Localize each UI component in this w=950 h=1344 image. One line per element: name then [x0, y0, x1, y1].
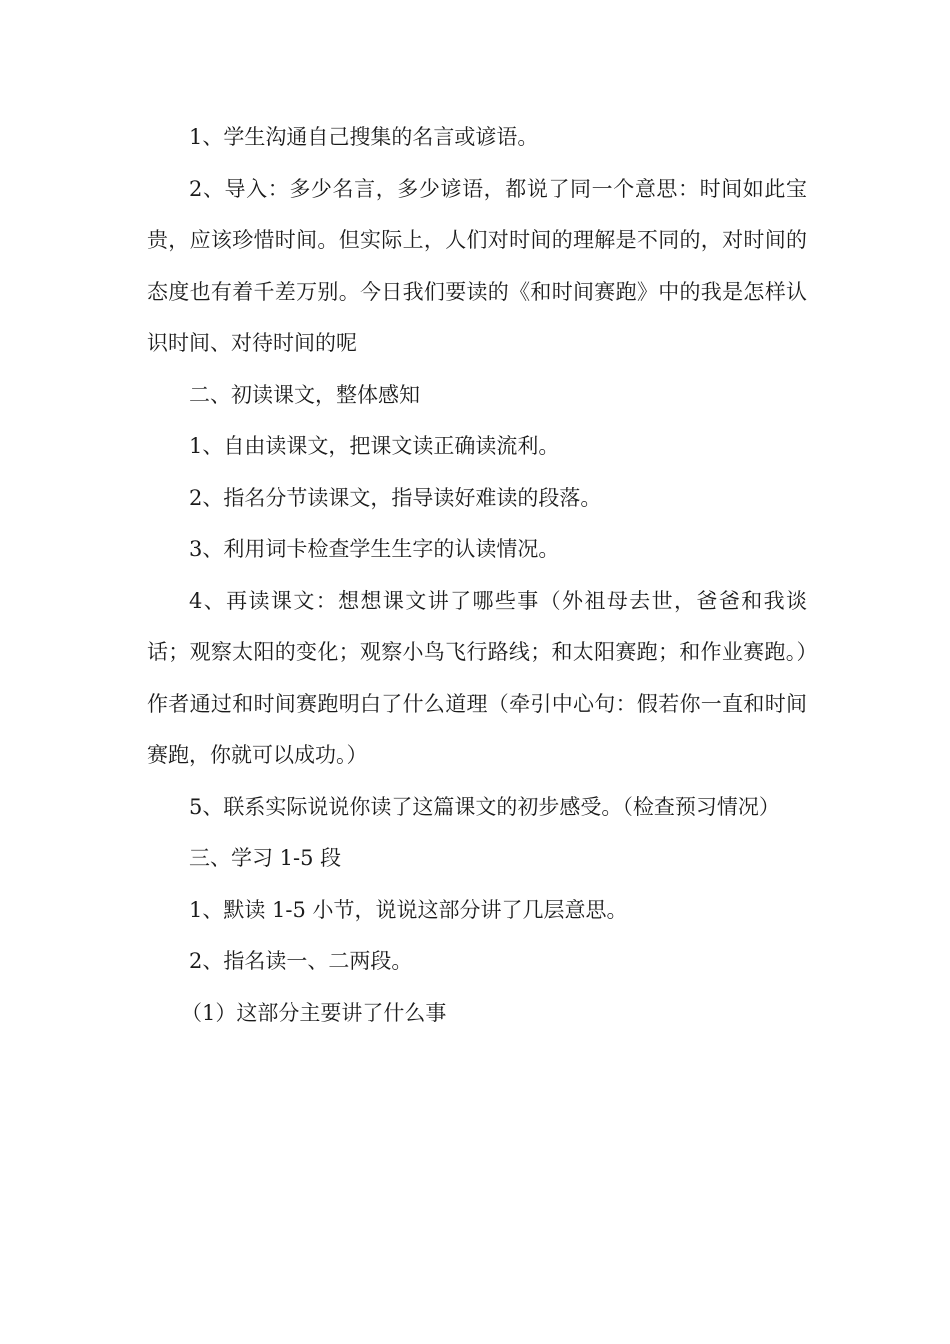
document-body [147, 112, 807, 1039]
paragraph: 2、导入：多少名言，多少谚语，都说了同一个意思：时间如此宝贵，应该珍惜时间。但实际上，人们对时间的理解是不同的，对时间的态度也有着千差万别。今日我们要读的《和时间赛跑》中的我是怎样认识时间、对待时间的呢 [147, 176, 807, 355]
paragraph: 4、再读课文：想想课文讲了哪些事（外祖母去世，爸爸和我谈话；观察太阳的变化；观察小鸟飞行路线；和太阳赛跑；和作业赛跑。）作者通过和时间赛跑明白了什么道理（牵引中心句：假若你一直和时间赛跑，你就可以成功。） [147, 588, 807, 767]
paragraph: 1、学生沟通自己搜集的名言或谚语。 [189, 125, 539, 149]
section-heading: 三、学习 1-5 段 [189, 846, 342, 870]
sub-item: （1）这部分主要讲了什么事 [181, 1000, 447, 1025]
paragraph: 3、利用词卡检查学生生字的认读情况。 [189, 537, 560, 561]
paragraph: 5、联系实际说说你读了这篇课文的初步感受。（检查预习情况） [189, 794, 780, 819]
paragraph: 2、指名读一、二两段。 [189, 949, 413, 973]
paragraph: 2、指名分节读课文，指导读好难读的段落。 [189, 485, 602, 510]
section-heading: 二、初读课文，整体感知 [189, 382, 420, 407]
paragraph: 1、默读 1-5 小节，说说这部分讲了几层意思。 [189, 897, 628, 922]
paragraph: 1、自由读课文，把课文读正确读流利。 [189, 434, 560, 458]
